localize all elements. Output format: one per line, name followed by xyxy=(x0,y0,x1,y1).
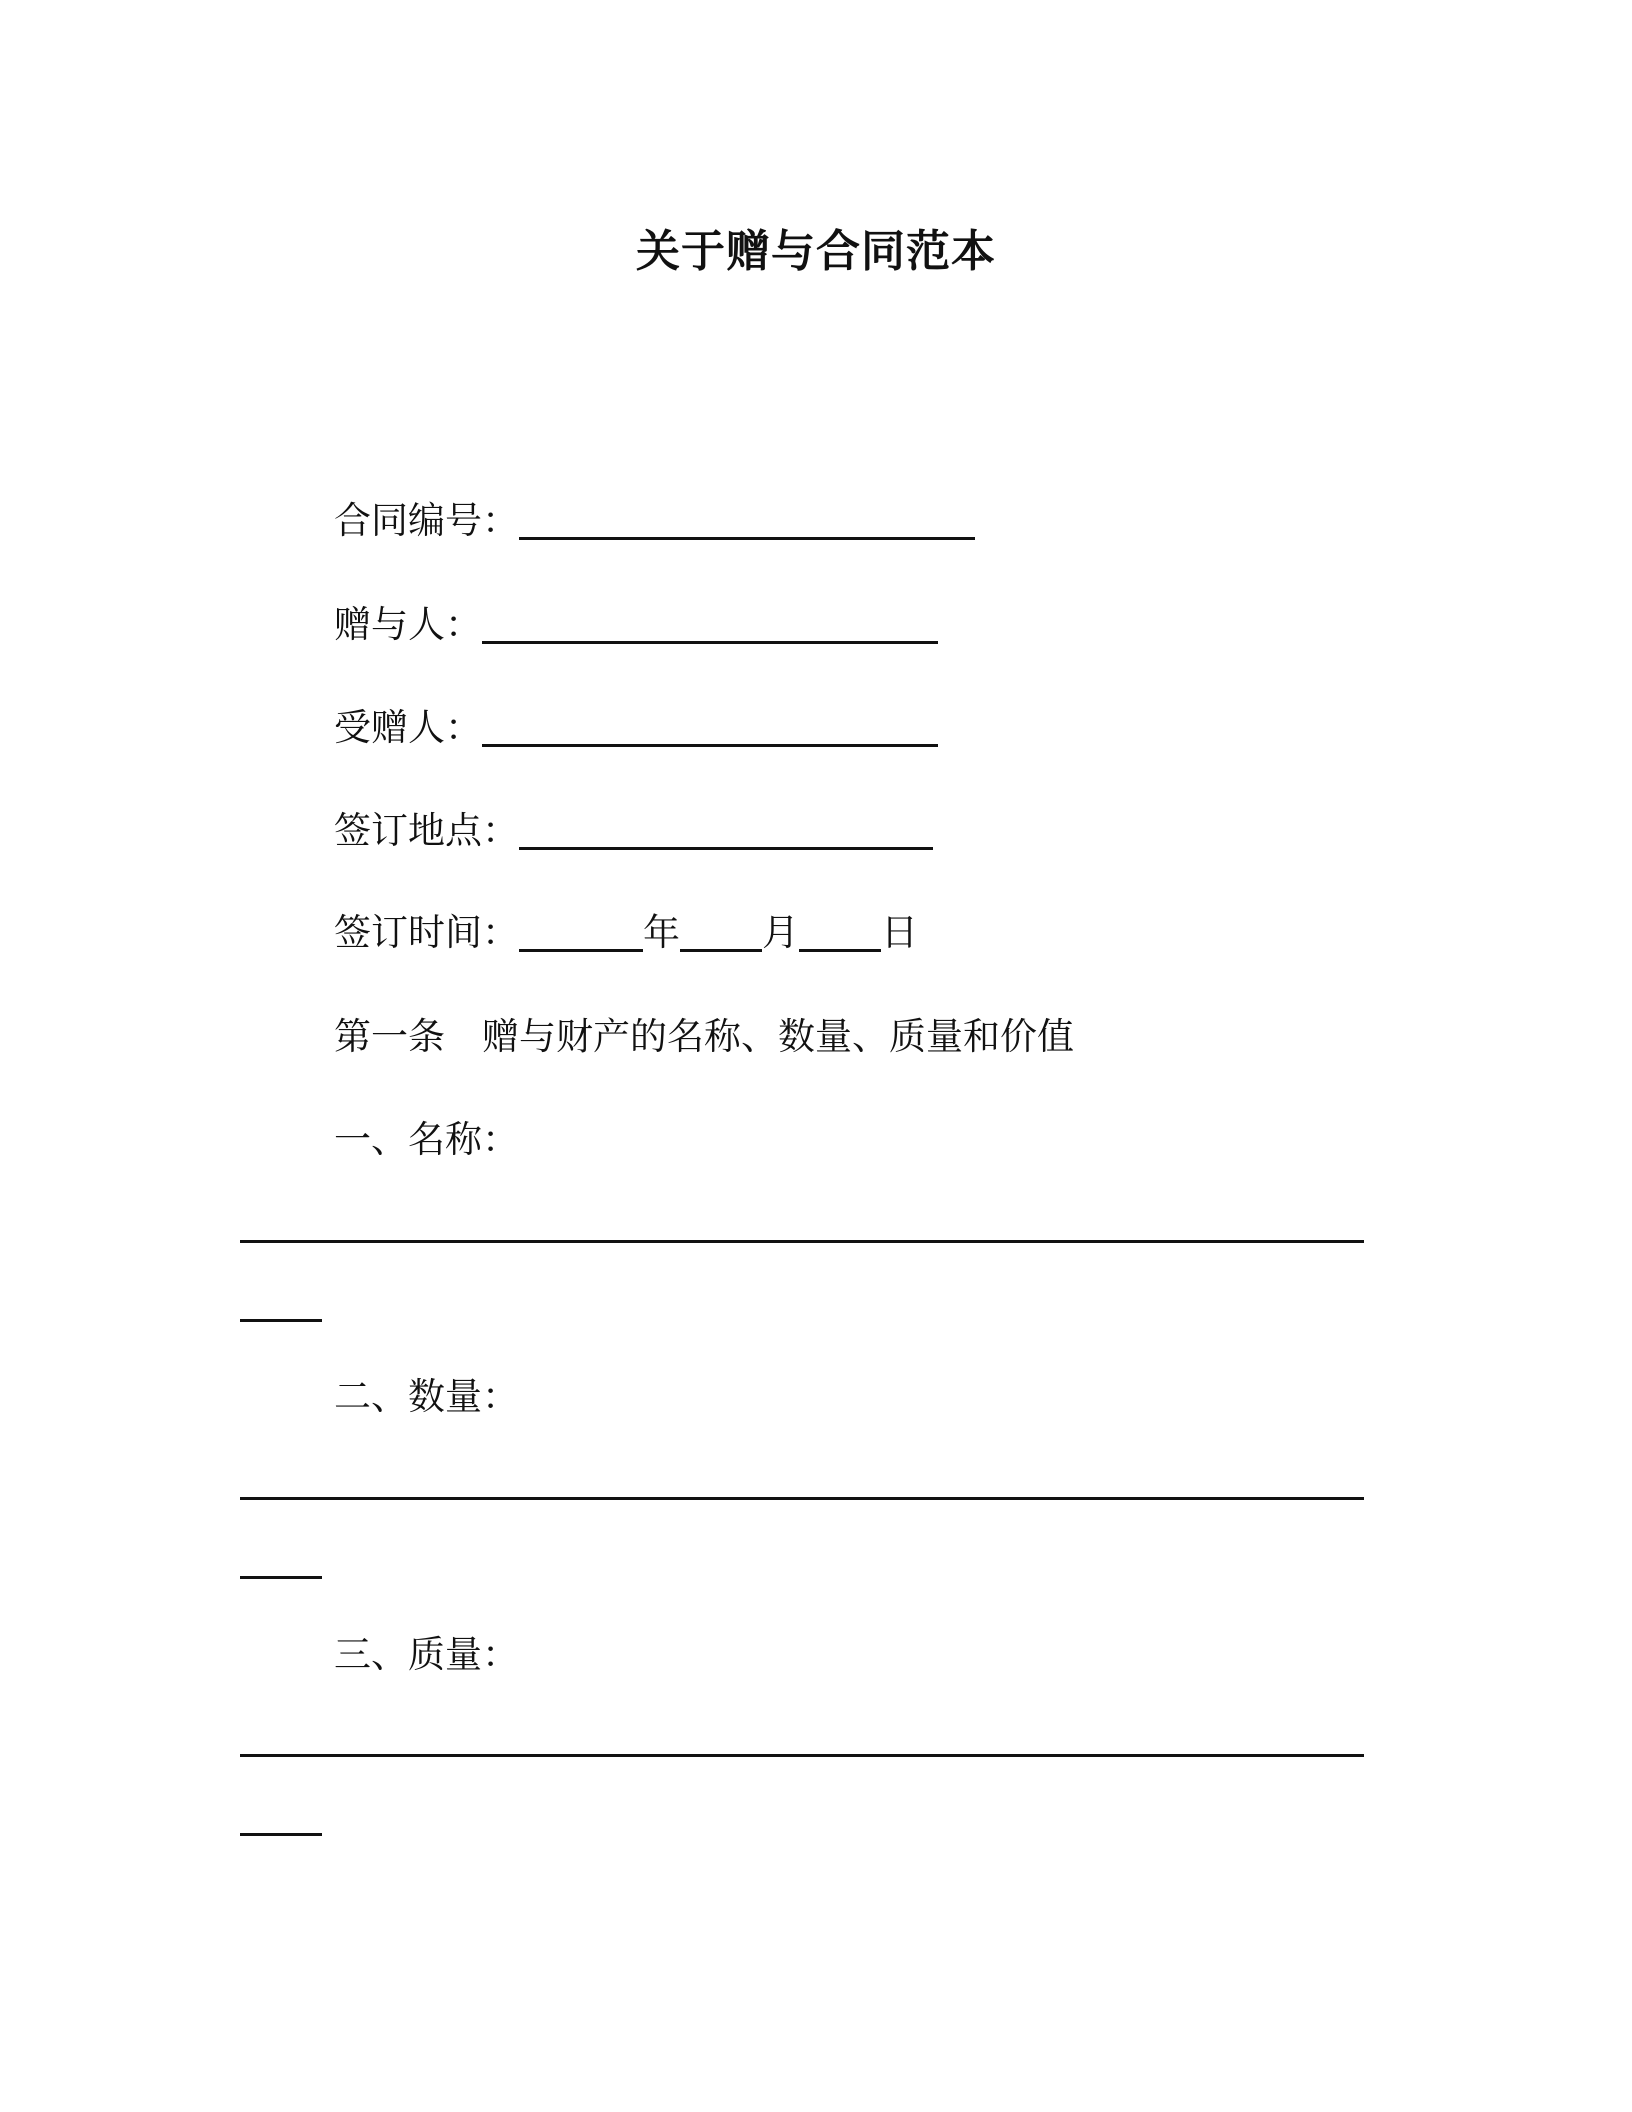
item-quality-blank-line[interactable] xyxy=(240,1754,1364,1757)
day-label: 日 xyxy=(881,911,918,954)
contract-number-blank[interactable] xyxy=(519,501,975,540)
donor-row xyxy=(334,600,938,650)
item-quality-label: 三、质量： xyxy=(334,1633,519,1676)
item-quantity-blank-continuation[interactable] xyxy=(240,1576,322,1579)
item-quantity-blank-line[interactable] xyxy=(240,1497,1364,1500)
donee-row xyxy=(334,703,938,753)
month-label: 月 xyxy=(762,911,799,954)
item-quantity-label: 二、数量： xyxy=(334,1375,519,1418)
contract-number-row xyxy=(334,496,975,546)
sign-month-blank[interactable] xyxy=(680,913,762,952)
donor-blank[interactable] xyxy=(482,605,938,644)
donor-label: 赠与人： xyxy=(334,603,482,646)
item-name-blank-continuation[interactable] xyxy=(240,1319,322,1322)
item-name-label: 一、名称： xyxy=(334,1118,519,1161)
contract-number-label: 合同编号： xyxy=(334,499,519,542)
sign-place-row xyxy=(334,806,933,856)
sign-place-blank[interactable] xyxy=(519,811,933,850)
sign-day-blank[interactable] xyxy=(799,913,881,952)
year-label: 年 xyxy=(643,911,680,954)
document-title: 关于赠与合同范本 xyxy=(636,226,996,277)
article-1-heading: 第一条 赠与财产的名称、数量、质量和价值 xyxy=(334,1015,1074,1058)
sign-time-label: 签订时间： xyxy=(334,911,519,954)
item-quality-blank-continuation[interactable] xyxy=(240,1833,322,1836)
sign-time-row xyxy=(334,908,918,958)
donee-blank[interactable] xyxy=(482,708,938,747)
item-name-blank-line[interactable] xyxy=(240,1240,1364,1243)
sign-place-label: 签订地点： xyxy=(334,809,519,852)
sign-year-blank[interactable] xyxy=(519,913,643,952)
donee-label: 受赠人： xyxy=(334,706,482,749)
